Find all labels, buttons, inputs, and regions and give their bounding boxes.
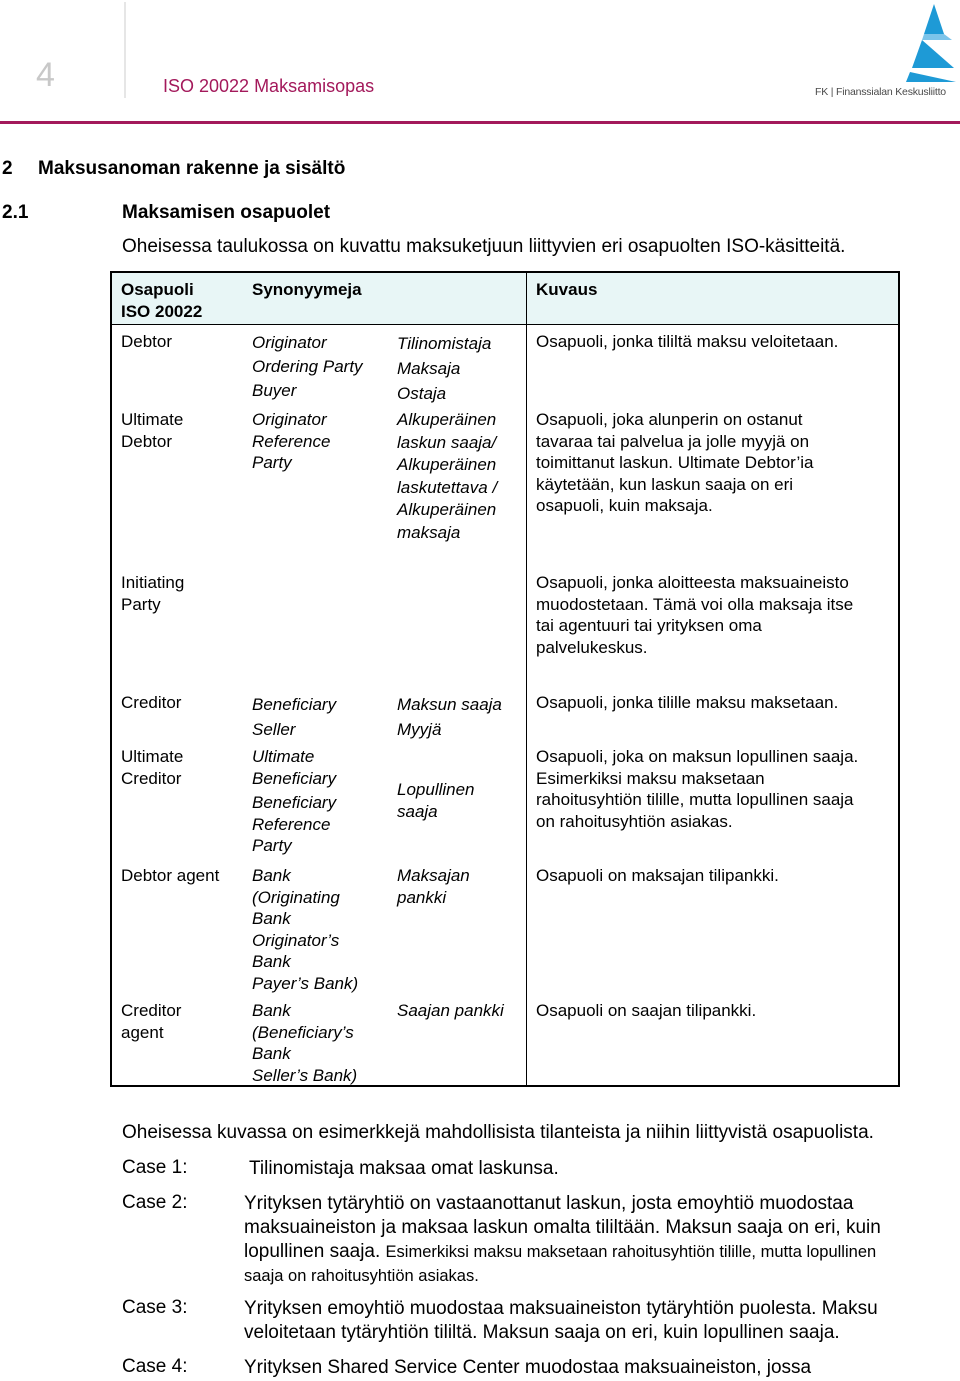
section-title: Maksusanoman rakenne ja sisältö (38, 158, 346, 179)
description-initiating-party: Osapuoli, jonka aloitteesta maksuaineisto muodostetaan. Tämä voi olla maksaja itse tai agentuuri tai yrityksen oma palvelukeskus. (536, 573, 854, 657)
table-header-row (112, 273, 898, 325)
synonyms-fi-ultimate-debtor: Alkuperäinen laskun saaja/ Alkuperäinen laskutettava / Alkuperäinen maksaja (397, 410, 498, 542)
description-creditor-agent: Osapuoli on saajan tilipankki. (536, 1001, 757, 1020)
synonyms-en-creditor: Beneficiary Seller (252, 695, 337, 739)
synonyms-fi-debtor-agent: Maksajan pankki (397, 866, 470, 907)
synonyms-fi-creditor: Maksun saaja Myyjä (397, 695, 502, 739)
case-4-text: Yrityksen Shared Service Center muodostaa maksuaineiston, jossa (244, 1357, 812, 1378)
party-creditor: Creditor (121, 693, 182, 712)
synonyms-fi-creditor-agent: Saajan pankki (397, 1001, 504, 1020)
case-1-label: Case 1: (122, 1157, 188, 1178)
description-debtor-agent: Osapuoli on maksajan tilipankki. (536, 866, 779, 885)
party-ultimate-creditor: Ultimate Creditor (121, 747, 184, 788)
header-party: Osapuoli ISO 20022 (121, 280, 203, 321)
case-2-text: Yrityksen tytäryhtiö on vastaanottanut laskun, josta emoyhtiö muodostaa maksuaineiston ja maksaa laskun omalta tililtään. Maksun saaja on eri, kuin lopullinen saaja. Esimerkiksi maksu maksetaan rahoitusyhtiön tilille, mutta lopullinen saaja on rahoitusyhtiön asiakas. (244, 1193, 881, 1285)
case-4-label: Case 4: (122, 1356, 188, 1377)
party-debtor-agent: Debtor agent (121, 866, 220, 885)
party-debtor: Debtor (121, 332, 173, 351)
section-intro: Oheisessa taulukossa on kuvattu maksuketjuun liittyvien eri osapuolten ISO-käsitteitä. (122, 236, 846, 257)
synonyms-en-debtor: Originator Ordering Party Buyer (252, 333, 363, 400)
case-3-label: Case 3: (122, 1297, 188, 1318)
synonyms-en-creditor-agent: Bank (Beneficiary’s Bank Seller’s Bank) (252, 1001, 358, 1085)
page-number: 4 (36, 56, 55, 94)
case-1-text: Tilinomistaja maksaa omat laskunsa. (249, 1158, 559, 1179)
section-number: 2 (2, 158, 13, 179)
case-2-label: Case 2: (122, 1192, 188, 1213)
header-synonyms: Synonyymeja (252, 280, 362, 299)
synonyms-fi-ultimate-creditor: Lopullinen saaja (397, 780, 475, 821)
description-debtor: Osapuoli, jonka tililtä maksu veloitetaan. (536, 332, 839, 351)
subsection-number: 2.1 (2, 202, 29, 223)
description-ultimate-creditor: Osapuoli, joka on maksun lopullinen saaja. Esimerkiksi maksu maksetaan rahoitusyhtiön tilille, mutta lopullinen saaja on rahoitusyhtiön asiakas. (536, 747, 859, 831)
synonyms-fi-debtor: Tilinomistaja Maksaja Ostaja (397, 334, 492, 403)
header-rule (0, 121, 960, 124)
case-3-text: Yrityksen emoyhtiö muodostaa maksuaineiston tytäryhtiön puolesta. Maksu veloitetaan tytäryhtiön tililtä. Maksun saaja on eri, kuin lopullinen saaja. (244, 1298, 878, 1343)
logo-text: FK | Finanssialan Keskusliitto (815, 86, 946, 98)
subsection-title: Maksamisen osapuolet (122, 202, 331, 223)
party-initiating-party: Initiating Party (121, 573, 185, 614)
description-ultimate-debtor: Osapuoli, joka alunperin on ostanut tavaraa tai palvelua ja jolle myyjä on toimittanut laskun. Ultimate Debtor’ia käytetään, kun laskun saaja on eri osapuoli, kuin maksaja. (536, 410, 814, 516)
description-creditor: Osapuoli, jonka tilille maksu maksetaan. (536, 693, 839, 712)
parties-table (110, 271, 900, 1087)
column-divider (526, 273, 527, 1085)
header-divider (124, 2, 126, 98)
document-title: ISO 20022 Maksamisopas (163, 76, 375, 96)
synonyms-en-ultimate-debtor: Originator Reference Party (252, 410, 331, 473)
figure-intro: Oheisessa kuvassa on esimerkkejä mahdollisista tilanteista ja niihin liittyvistä osapuolista. (122, 1122, 874, 1143)
party-creditor-agent: Creditor agent (121, 1001, 182, 1042)
synonyms-en-debtor-agent: Bank (Originating Bank Originator’s Bank Payer’s Bank) (252, 866, 359, 993)
party-ultimate-debtor: Ultimate Debtor (121, 410, 184, 451)
synonyms-en-ultimate-creditor: Ultimate Beneficiary Beneficiary Reference Party (252, 747, 337, 856)
header-description: Kuvaus (536, 280, 598, 299)
